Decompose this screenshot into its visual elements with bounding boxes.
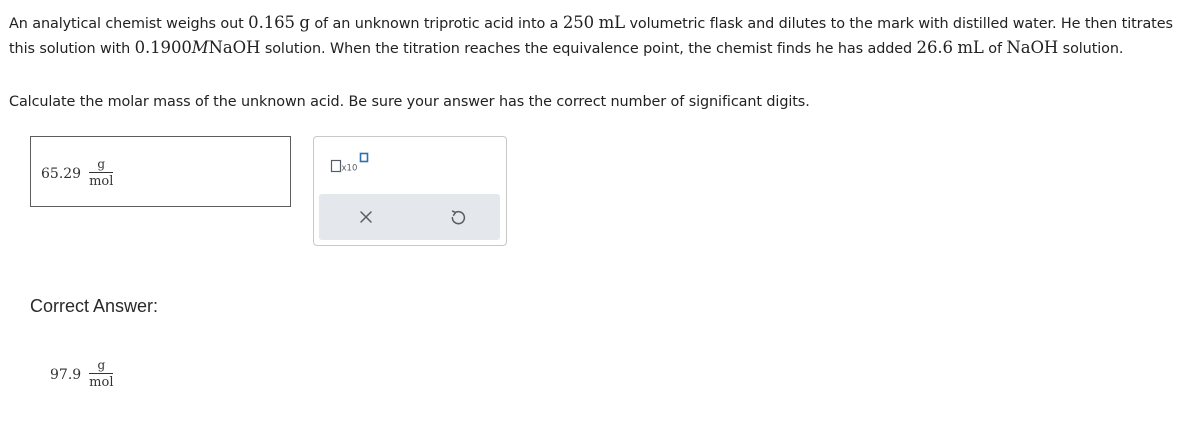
unit-denominator: mol: [89, 174, 114, 189]
clear-button[interactable]: [352, 204, 380, 230]
answer-unit: [89, 158, 113, 189]
flask-volume-unit: mL: [598, 13, 625, 32]
added-volume: 26.6: [916, 38, 953, 57]
flask-volume: 250: [562, 13, 595, 32]
naoh-formula: NaOH: [208, 38, 261, 57]
unit-numerator: g: [97, 157, 106, 171]
undo-button[interactable]: [444, 204, 472, 230]
correct-answer-expression: [50, 359, 113, 390]
answer-expression: [41, 158, 113, 189]
problem-text: An analytical chemist weighs out: [9, 16, 249, 32]
correct-answer-unit: [89, 359, 113, 390]
naoh-formula: NaOH: [1006, 38, 1059, 57]
unit-denominator: mol: [89, 375, 114, 390]
problem-text: solution.: [1058, 41, 1124, 57]
close-x-icon: [359, 210, 373, 224]
instruction-text: Calculate the molar mass of the unknown acid. Be sure your answer has the correct number of significant digits.: [9, 94, 810, 110]
answer-input-box[interactable]: [30, 136, 291, 207]
x10-label: x10: [341, 163, 358, 174]
sample-mass-unit: g: [299, 13, 310, 32]
tool-actions-bar: [319, 194, 500, 240]
answer-value[interactable]: 65.29: [41, 165, 82, 182]
correct-answer-label: Correct Answer:: [30, 296, 159, 316]
answer-tools-panel: [313, 136, 507, 246]
added-volume-unit: mL: [957, 38, 984, 57]
problem-text: solution. When the titration reaches the equivalence point, the chemist finds he has added: [260, 41, 917, 57]
problem-text: of: [983, 41, 1007, 57]
undo-icon: [450, 209, 466, 225]
correct-answer-value: 97.9: [50, 366, 82, 383]
naoh-concentration: 0.1900: [134, 38, 192, 57]
unit-numerator: g: [97, 358, 106, 372]
problem-text: volumetric flask and dilutes to the mark with distilled water. He then titrates this solution with: [9, 16, 1173, 57]
problem-text: of an unknown triprotic acid into a: [309, 16, 563, 32]
problem-statement: [9, 11, 1189, 61]
sample-mass: 0.165: [248, 13, 295, 32]
x10-notation-button[interactable]: [330, 151, 374, 179]
molarity-unit: M: [191, 38, 209, 57]
x10-notation-icon: [330, 151, 374, 179]
